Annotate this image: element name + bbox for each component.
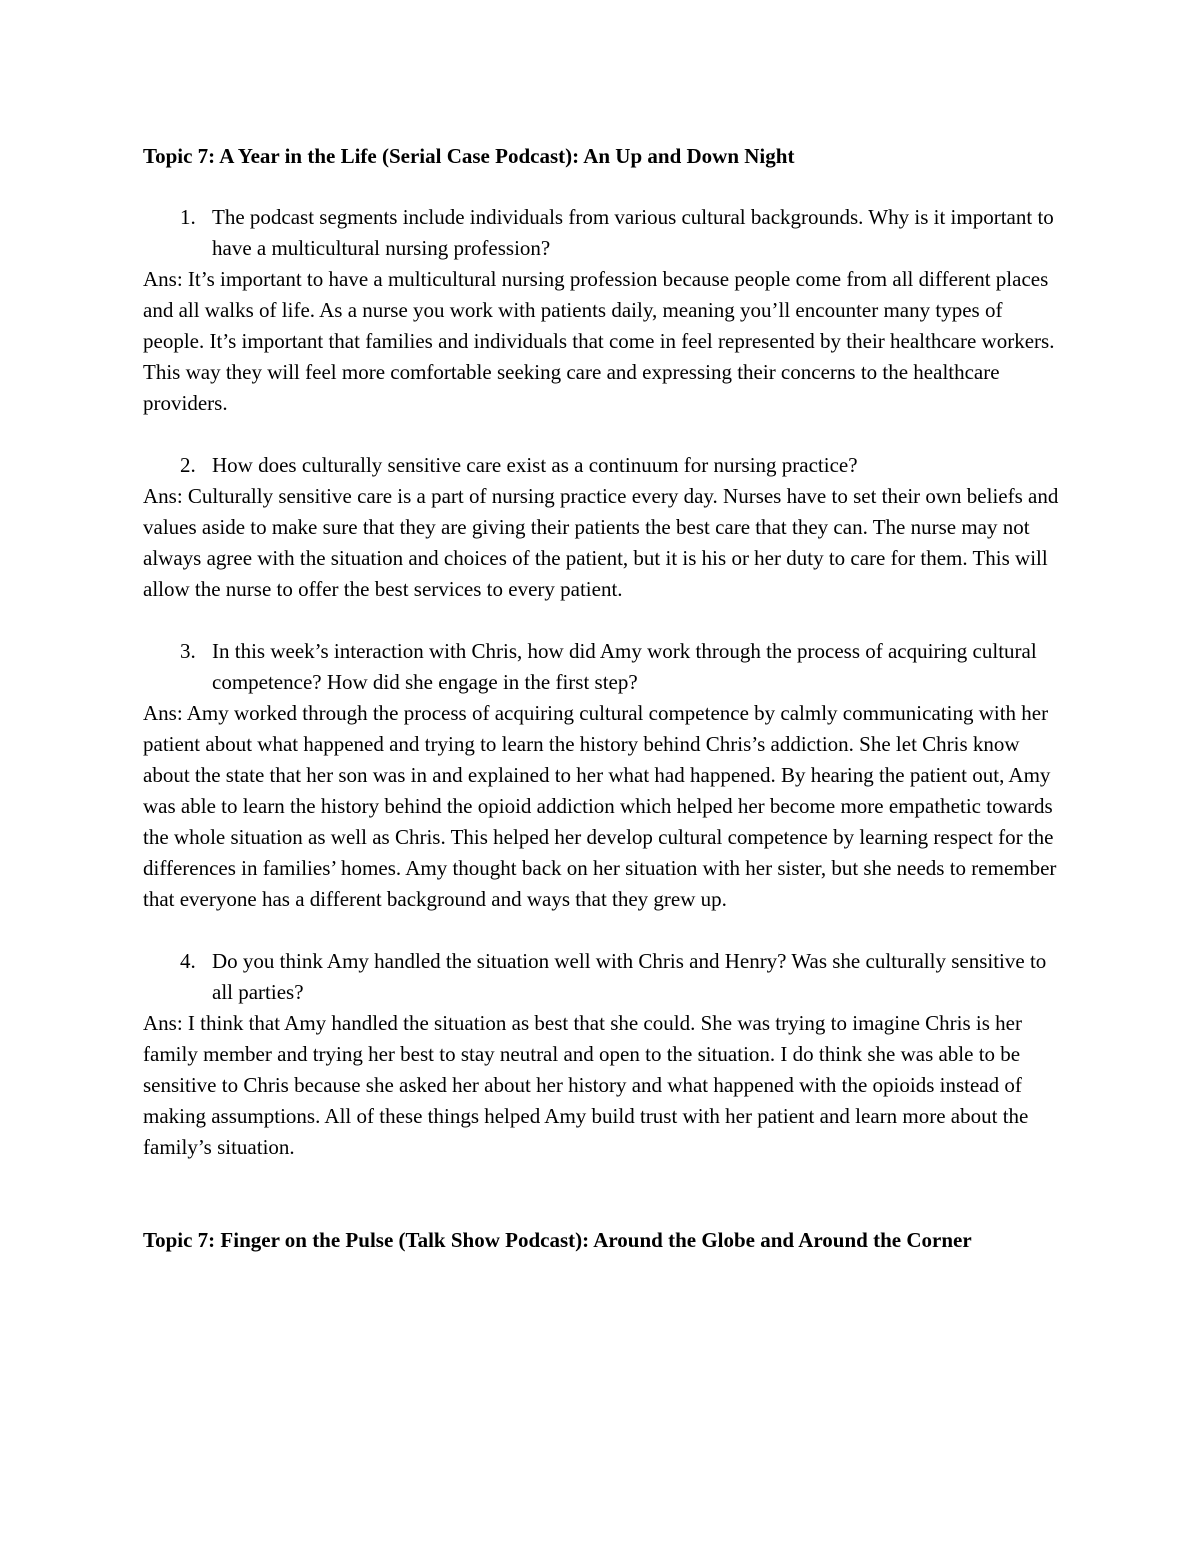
document-content <box>143 141 1063 1256</box>
question-number: 3. <box>180 639 196 663</box>
answer-3: Ans: Amy worked through the process of acquiring cultural competence by calmly communicating with her patient about what happened and trying to learn the history behind Chris’s addiction. She let Chris know about the state that her son was in and explained to her what had happened. By hearing the patient out, Amy was able to learn the history behind the opioid addiction which helped her become more empathetic towards the whole situation as well as Chris. This helped her develop cultural competence by learning respect for the differences in families’ homes. Amy thought back on her situation with her sister, but she needs to remember that everyone has a different background and ways that they grew up. <box>143 701 1057 911</box>
question-3 <box>180 636 1063 698</box>
question-number: 2. <box>180 453 196 477</box>
question-1 <box>180 202 1063 264</box>
question-number: 4. <box>180 949 196 973</box>
qa-item-4 <box>143 946 1063 1163</box>
question-text: The podcast segments include individuals from various cultural backgrounds. Why is it important to have a multicultural nursing profession? <box>212 205 1054 260</box>
question-number: 1. <box>180 205 196 229</box>
question-text: How does culturally sensitive care exist as a continuum for nursing practice? <box>212 453 858 477</box>
question-2 <box>180 450 1063 481</box>
answer-4: Ans: I think that Amy handled the situation as best that she could. She was trying to imagine Chris is her family member and trying her best to stay neutral and open to the situation. I do think she was able to be sensitive to Chris because she asked her about her history and what happened with the opioids instead of making assumptions. All of these things helped Amy build trust with her patient and learn more about the family’s situation. <box>143 1011 1029 1159</box>
question-4 <box>180 946 1063 1008</box>
section-heading-finger-on-the-pulse: Topic 7: Finger on the Pulse (Talk Show Podcast): Around the Globe and Around the Corner <box>143 1228 972 1252</box>
section-heading-year-in-the-life: Topic 7: A Year in the Life (Serial Case Podcast): An Up and Down Night <box>143 144 795 168</box>
qa-item-2 <box>143 450 1063 605</box>
question-text: Do you think Amy handled the situation well with Chris and Henry? Was she culturally sensitive to all parties? <box>212 949 1047 1004</box>
question-text: In this week’s interaction with Chris, how did Amy work through the process of acquiring cultural competence? How did she engage in the first step? <box>212 639 1037 694</box>
answer-1: Ans: It’s important to have a multicultural nursing profession because people come from all different places and all walks of life. As a nurse you work with patients daily, meaning you’ll encounter many types of people. It’s important that families and individuals that come in feel represented by their healthcare workers. This way they will feel more comfortable seeking care and expressing their concerns to the healthcare providers. <box>143 267 1055 415</box>
qa-item-3 <box>143 636 1063 915</box>
answer-2: Ans: Culturally sensitive care is a part of nursing practice every day. Nurses have to set their own beliefs and values aside to make sure that they are giving their patients the best care that they can. The nurse may not always agree with the situation and choices of the patient, but it is his or her duty to care for them. This will allow the nurse to offer the best services to every patient. <box>143 484 1059 601</box>
qa-item-1 <box>143 202 1063 419</box>
